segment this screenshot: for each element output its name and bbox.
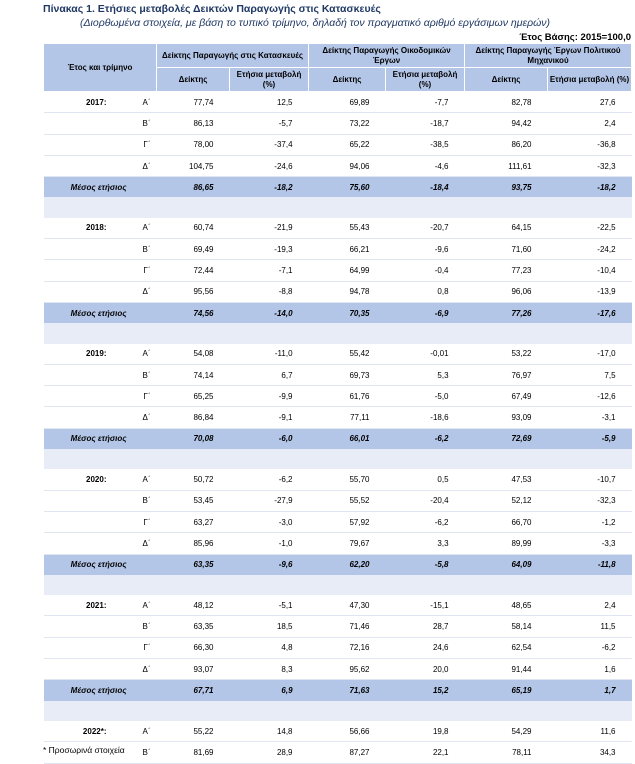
table-cell: 71,46: [309, 616, 386, 637]
table-cell: -6,2: [386, 511, 465, 532]
annual-average-row: [44, 428, 632, 449]
table-cell: 66,70: [465, 511, 548, 532]
table-cell: 55,43: [309, 218, 386, 239]
separator-row: [44, 449, 632, 469]
table-cell: 55,52: [309, 490, 386, 511]
table-cell: 55,22: [157, 721, 230, 742]
table-cell: 65,25: [157, 386, 230, 407]
annual-average-label: Μέσος ετήσιος: [44, 177, 157, 198]
table-cell: 28,9: [230, 742, 309, 763]
table-cell: 11,6: [548, 721, 632, 742]
table-cell: 2,4: [548, 113, 632, 134]
table-cell: 72,69: [465, 428, 548, 449]
table-cell: 12,5: [230, 92, 309, 113]
table-cell: -7,7: [386, 92, 465, 113]
table-cell: -3,3: [548, 533, 632, 554]
table-cell: 89,99: [465, 533, 548, 554]
table-cell: -20,4: [386, 490, 465, 511]
annual-average-row: [44, 177, 632, 198]
table-row: [44, 407, 632, 428]
table-cell: -18,4: [386, 177, 465, 198]
table-cell: 0,5: [386, 469, 465, 490]
table-cell: 71,60: [465, 239, 548, 260]
table-cell: 63,35: [157, 554, 230, 575]
table-cell: 55,70: [309, 469, 386, 490]
table-cell: 96,06: [465, 281, 548, 302]
table-cell: 81,69: [157, 742, 230, 763]
quarter-label: Δ΄: [142, 538, 151, 548]
table-cell: 77,74: [157, 92, 230, 113]
base-year-note: Έτος Βάσης: 2015=100,0: [519, 32, 631, 43]
table-cell: -20,7: [386, 218, 465, 239]
table-cell: -7,1: [230, 260, 309, 281]
table-cell: 27,6: [548, 92, 632, 113]
annual-average-row: [44, 554, 632, 575]
table-cell: 54,08: [157, 344, 230, 365]
table-cell: 6,7: [230, 364, 309, 385]
table-cell: 28,7: [386, 616, 465, 637]
table-cell: -10,7: [548, 469, 632, 490]
table-cell: 60,74: [157, 218, 230, 239]
table-cell: -5,0: [386, 386, 465, 407]
quarter-label: Δ΄: [142, 161, 151, 171]
table-cell: -6,2: [548, 637, 632, 658]
table-cell: -11,8: [548, 554, 632, 575]
table-cell: -18,6: [386, 407, 465, 428]
table-cell: -14,0: [230, 302, 309, 323]
annual-average-label: Μέσος ετήσιος: [44, 428, 157, 449]
table-cell: 74,56: [157, 302, 230, 323]
table-cell: -3,1: [548, 407, 632, 428]
table-cell: 69,73: [309, 364, 386, 385]
table-cell: 20,0: [386, 659, 465, 680]
table-cell: -1,2: [548, 511, 632, 532]
table-cell: -17,6: [548, 302, 632, 323]
table-cell: 64,99: [309, 260, 386, 281]
table-cell: 50,72: [157, 469, 230, 490]
header-group-civil: Δείκτης Παραγωγής Έργων Πολιτικού Μηχανικού: [465, 44, 632, 68]
quarter-label: Γ΄: [143, 517, 151, 527]
quarter-label: Β΄: [142, 118, 151, 128]
table-cell: 52,12: [465, 490, 548, 511]
table-cell: 22,1: [386, 742, 465, 763]
table-cell: 69,89: [309, 92, 386, 113]
table-cell: -24,2: [548, 239, 632, 260]
table-cell: 2,4: [548, 595, 632, 616]
table-cell: 69,49: [157, 239, 230, 260]
table-cell: 0,8: [386, 281, 465, 302]
table-cell: 65,22: [309, 134, 386, 155]
table-cell: -0,4: [386, 260, 465, 281]
footnote: * Προσωρινά στοιχεία: [43, 745, 125, 755]
annual-average-label: Μέσος ετήσιος: [44, 554, 157, 575]
table-cell: 94,78: [309, 281, 386, 302]
table-row: [44, 469, 632, 490]
table-cell: -17,0: [548, 344, 632, 365]
table-cell: -22,5: [548, 218, 632, 239]
table-cell: 63,35: [157, 616, 230, 637]
quarter-label: Γ΄: [143, 266, 151, 276]
table-cell: 15,2: [386, 680, 465, 701]
quarter-label: Δ΄: [142, 664, 151, 674]
table-cell: 8,3: [230, 659, 309, 680]
table-row: [44, 742, 632, 763]
quarter-label: Β΄: [142, 496, 151, 506]
table-cell: -9,6: [386, 239, 465, 260]
table-cell: 57,92: [309, 511, 386, 532]
table-cell: 73,22: [309, 113, 386, 134]
table-cell: 53,45: [157, 490, 230, 511]
table-cell: 72,16: [309, 637, 386, 658]
table-cell: -6,0: [230, 428, 309, 449]
table-cell: -32,3: [548, 490, 632, 511]
quarter-label: Α΄: [142, 726, 151, 736]
table-cell: 86,84: [157, 407, 230, 428]
header-group-construction: Δείκτης Παραγωγής στις Κατασκευές: [157, 44, 309, 68]
table-cell: -18,2: [548, 177, 632, 198]
table-cell: 76,97: [465, 364, 548, 385]
table-cell: -1,0: [230, 533, 309, 554]
table-cell: 70,35: [309, 302, 386, 323]
table-cell: 67,71: [157, 680, 230, 701]
table-cell: -5,1: [230, 595, 309, 616]
table-cell: -4,6: [386, 155, 465, 176]
table-cell: -10,4: [548, 260, 632, 281]
annual-average-row: [44, 680, 632, 701]
table-subtitle: (Διορθωμένα στοιχεία, με βάση το τυπικό τρίμηνο, δηλαδή τον πραγματικό αριθμό εργάσιμων ημερών): [80, 17, 551, 29]
quarter-label: Β΄: [142, 747, 151, 757]
table-cell: 67,49: [465, 386, 548, 407]
table-cell: 77,26: [465, 302, 548, 323]
table-cell: -13,9: [548, 281, 632, 302]
table-cell: 104,75: [157, 155, 230, 176]
table-cell: -5,9: [548, 428, 632, 449]
table-cell: -15,1: [386, 595, 465, 616]
table-row: [44, 637, 632, 658]
header-change: Ετήσια μεταβολή (%): [386, 68, 465, 92]
table-cell: 95,56: [157, 281, 230, 302]
table-row: [44, 364, 632, 385]
quarter-label: Α΄: [142, 600, 151, 610]
table-cell: 70,08: [157, 428, 230, 449]
table-cell: -32,3: [548, 155, 632, 176]
table-row: [44, 92, 632, 113]
year-label: 2018:: [86, 223, 107, 233]
year-label: 2020:: [86, 474, 107, 484]
table-cell: 7,5: [548, 364, 632, 385]
table-cell: -12,6: [548, 386, 632, 407]
table-cell: 11,5: [548, 616, 632, 637]
table-cell: 47,30: [309, 595, 386, 616]
table-cell: 6,9: [230, 680, 309, 701]
table-cell: 56,66: [309, 721, 386, 742]
separator-row: [44, 197, 632, 217]
table-cell: 5,3: [386, 364, 465, 385]
table-cell: -6,9: [386, 302, 465, 323]
table-cell: 93,75: [465, 177, 548, 198]
table-cell: 78,00: [157, 134, 230, 155]
table-cell: 94,06: [309, 155, 386, 176]
quarter-label: Β΄: [142, 244, 151, 254]
table-row: [44, 239, 632, 260]
table-cell: 77,11: [309, 407, 386, 428]
quarter-label: Γ΄: [143, 643, 151, 653]
header-change: Ετήσια μεταβολή (%): [548, 68, 632, 92]
header-index: Δείκτης: [157, 68, 230, 92]
table-row: [44, 386, 632, 407]
table-row: [44, 218, 632, 239]
table-cell: 86,65: [157, 177, 230, 198]
table-cell: -11,0: [230, 344, 309, 365]
separator-row: [44, 575, 632, 595]
table-cell: -21,9: [230, 218, 309, 239]
table-cell: -9,9: [230, 386, 309, 407]
table-cell: 63,27: [157, 511, 230, 532]
quarter-label: Δ΄: [142, 287, 151, 297]
table-cell: 55,42: [309, 344, 386, 365]
table-row: [44, 490, 632, 511]
table-cell: 14,8: [230, 721, 309, 742]
annual-average-row: [44, 302, 632, 323]
header-index: Δείκτης: [465, 68, 548, 92]
table-cell: -19,3: [230, 239, 309, 260]
table-cell: 3,3: [386, 533, 465, 554]
table-cell: 86,13: [157, 113, 230, 134]
table-row: [44, 113, 632, 134]
table-cell: 93,09: [465, 407, 548, 428]
table-cell: 64,15: [465, 218, 548, 239]
table-row: [44, 344, 632, 365]
table-cell: 18,5: [230, 616, 309, 637]
quarter-label: Δ΄: [142, 413, 151, 423]
header-year-quarter: Έτος και τρίμηνο: [44, 44, 157, 92]
table-row: [44, 595, 632, 616]
table-cell: 48,12: [157, 595, 230, 616]
table-cell: 58,14: [465, 616, 548, 637]
table-cell: 66,30: [157, 637, 230, 658]
header-index: Δείκτης: [309, 68, 386, 92]
header-change: Ετήσια μεταβολή (%): [230, 68, 309, 92]
table-cell: 62,54: [465, 637, 548, 658]
table-cell: 53,22: [465, 344, 548, 365]
table-cell: 85,96: [157, 533, 230, 554]
annual-average-label: Μέσος ετήσιος: [44, 680, 157, 701]
table-row: [44, 659, 632, 680]
separator-row: [44, 701, 632, 721]
table-cell: 93,07: [157, 659, 230, 680]
table-row: [44, 616, 632, 637]
table-cell: -6,2: [386, 428, 465, 449]
year-label: 2017:: [86, 97, 107, 107]
year-label: 2022*:: [82, 726, 107, 736]
quarter-label: Β΄: [142, 622, 151, 632]
table-cell: -18,7: [386, 113, 465, 134]
table-cell: 71,63: [309, 680, 386, 701]
table-cell: 66,21: [309, 239, 386, 260]
table-cell: 77,23: [465, 260, 548, 281]
table-cell: 95,62: [309, 659, 386, 680]
table-cell: -0,01: [386, 344, 465, 365]
table-cell: -8,8: [230, 281, 309, 302]
quarter-label: Β΄: [142, 370, 151, 380]
table-row: [44, 511, 632, 532]
table-cell: 87,27: [309, 742, 386, 763]
table-cell: 82,78: [465, 92, 548, 113]
table-cell: 24,6: [386, 637, 465, 658]
table-cell: 65,19: [465, 680, 548, 701]
table-cell: 86,20: [465, 134, 548, 155]
table-cell: -36,8: [548, 134, 632, 155]
table-cell: -5,7: [230, 113, 309, 134]
quarter-label: Α΄: [142, 474, 151, 484]
table-row: [44, 134, 632, 155]
table-cell: 62,20: [309, 554, 386, 575]
table-row: [44, 721, 632, 742]
table-row: [44, 260, 632, 281]
quarter-label: Α΄: [142, 97, 151, 107]
table-cell: -37,4: [230, 134, 309, 155]
construction-index-table: [43, 43, 632, 764]
quarter-label: Γ΄: [143, 391, 151, 401]
table-cell: 48,65: [465, 595, 548, 616]
table-cell: -9,1: [230, 407, 309, 428]
annual-average-label: Μέσος ετήσιος: [44, 302, 157, 323]
table-cell: 64,09: [465, 554, 548, 575]
table-cell: -3,0: [230, 511, 309, 532]
table-cell: -9,6: [230, 554, 309, 575]
table-cell: 54,29: [465, 721, 548, 742]
table-row: [44, 155, 632, 176]
year-label: 2021:: [86, 600, 107, 610]
table-cell: 79,67: [309, 533, 386, 554]
table-cell: -27,9: [230, 490, 309, 511]
table-cell: -5,8: [386, 554, 465, 575]
quarter-label: Α΄: [142, 223, 151, 233]
table-cell: 75,60: [309, 177, 386, 198]
table-cell: 66,01: [309, 428, 386, 449]
table-cell: -18,2: [230, 177, 309, 198]
header-group-buildings: Δείκτης Παραγωγής Οικοδομικών Έργων: [309, 44, 465, 68]
table-cell: 111,61: [465, 155, 548, 176]
table-cell: 47,53: [465, 469, 548, 490]
table-title: Πίνακας 1. Ετήσιες μεταβολές Δεικτών Παραγωγής στις Κατασκευές: [43, 3, 381, 15]
table-cell: 19,8: [386, 721, 465, 742]
table-cell: -24,6: [230, 155, 309, 176]
table-cell: 1,7: [548, 680, 632, 701]
quarter-label: Γ΄: [143, 140, 151, 150]
quarter-label: Α΄: [142, 349, 151, 359]
table-cell: 1,6: [548, 659, 632, 680]
separator-row: [44, 323, 632, 343]
table-row: [44, 281, 632, 302]
table-cell: 78,11: [465, 742, 548, 763]
table-row: [44, 533, 632, 554]
table-cell: 61,76: [309, 386, 386, 407]
table-cell: 72,44: [157, 260, 230, 281]
year-label: 2019:: [86, 349, 107, 359]
table-cell: 94,42: [465, 113, 548, 134]
table-cell: 91,44: [465, 659, 548, 680]
table-cell: 34,3: [548, 742, 632, 763]
table-cell: 4,8: [230, 637, 309, 658]
table-cell: -6,2: [230, 469, 309, 490]
table-body: [44, 92, 632, 764]
table-cell: -38,5: [386, 134, 465, 155]
table-cell: 74,14: [157, 364, 230, 385]
